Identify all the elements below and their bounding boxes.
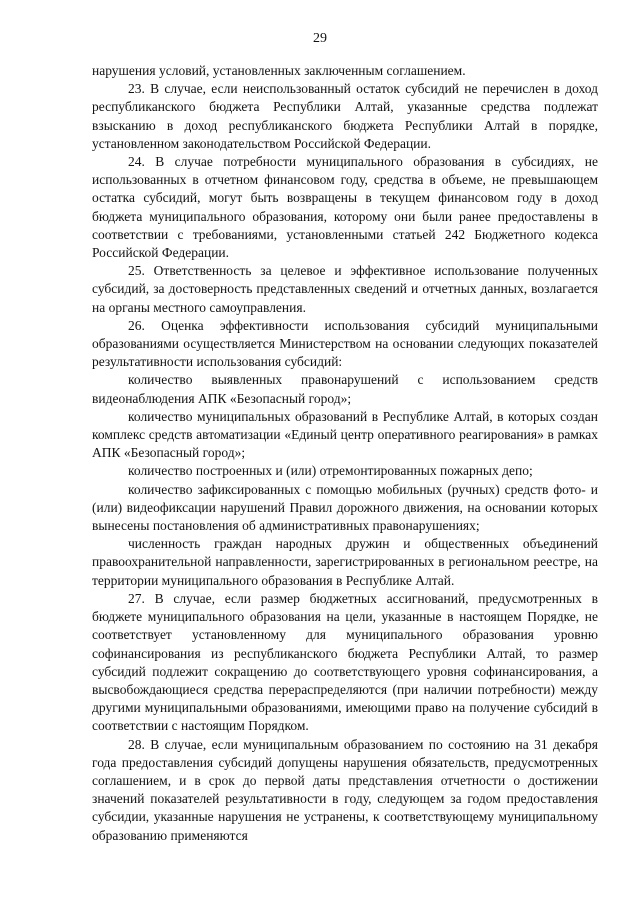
- indicator-item-2: количество муниципальных образований в Республике Алтай, в которых создан комплекс средств автоматизации «Единый центр оперативного реагирования» в рамках АПК «Безопасный город»;: [92, 408, 598, 461]
- page-number: 29: [313, 31, 327, 46]
- paragraph-24: 24. В случае потребности муниципального образования в субсидиях, не использованных в отчетном финансовом году, средства в объеме, не превышающем остатка субсидий, могут быть возвращены в текущем финансовом году в доход бюджета муниципального образования, которому они были ранее предоставлены в соответствии с требованиями, установленными статьей 242 Бюджетного кодекса Российской Федерации.: [92, 154, 598, 261]
- paragraph-27: 27. В случае, если размер бюджетных ассигнований, предусмотренных в бюджете муниципального образования на цели, указанные в настоящем Порядке, не соответствует установленному для муниципального образования уровню софинансирования из республиканского бюджета Республики Алтай, то размер субсидий подлежит сокращению до соответствующего уровня софинансирования, а высвобождающиеся средства перераспределяются (при наличии потребности) между другими муниципальными образованиями, имеющими право на получение субсидий в соответствии с настоящим Порядком.: [92, 590, 598, 734]
- indicator-item-5: численность граждан народных дружин и общественных объединений правоохранительной направленности, зарегистрированных в региональном реестре, на территории муниципального образования в Республике Алтай.: [92, 536, 598, 588]
- indicator-item-1: количество выявленных правонарушений с использованием средств видеонаблюдения АПК «Безопасный город»;: [92, 372, 598, 406]
- paragraph-23: 23. В случае, если неиспользованный остаток субсидий не перечислен в доход республиканского бюджета Республики Алтай, указанные средства подлежат взысканию в доход республиканского бюджета Республики Алтай в порядке, установленном законодательством Российской Федерации.: [92, 81, 598, 151]
- paragraph-26: 26. Оценка эффективности использования субсидий муниципальными образованиями осуществляется Министерством на основании следующих показателей результативности использования субсидий:: [92, 317, 598, 370]
- paragraph-28: 28. В случае, если муниципальным образованием по состоянию на 31 декабря года предоставления субсидий допущены нарушения обязательств, предусмотренных соглашением, и в срок до первой даты представления отчетности о достижении значений показателей результативности в году, следующем за годом предоставления субсидии, указанные нарушения не устранены, к соответствующему муниципальному образованию применяются: [92, 736, 598, 843]
- indicator-item-4: количество зафиксированных с помощью мобильных (ручных) средств фото- и (или) видеофиксации нарушений Правил дорожного движения, на основании которых вынесены постановления об административных правонарушениях;: [92, 481, 598, 534]
- document-body: [92, 62, 598, 845]
- indicator-item-3: количество построенных и (или) отремонтированных пожарных депо;: [128, 463, 533, 479]
- paragraph-25: 25. Ответственность за целевое и эффективное использование полученных субсидий, за достоверность представленных сведений и отчетных данных, возлагается на органы местного самоуправления.: [92, 263, 598, 315]
- paragraph-continuation: нарушения условий, установленных заключенным соглашением.: [92, 63, 466, 78]
